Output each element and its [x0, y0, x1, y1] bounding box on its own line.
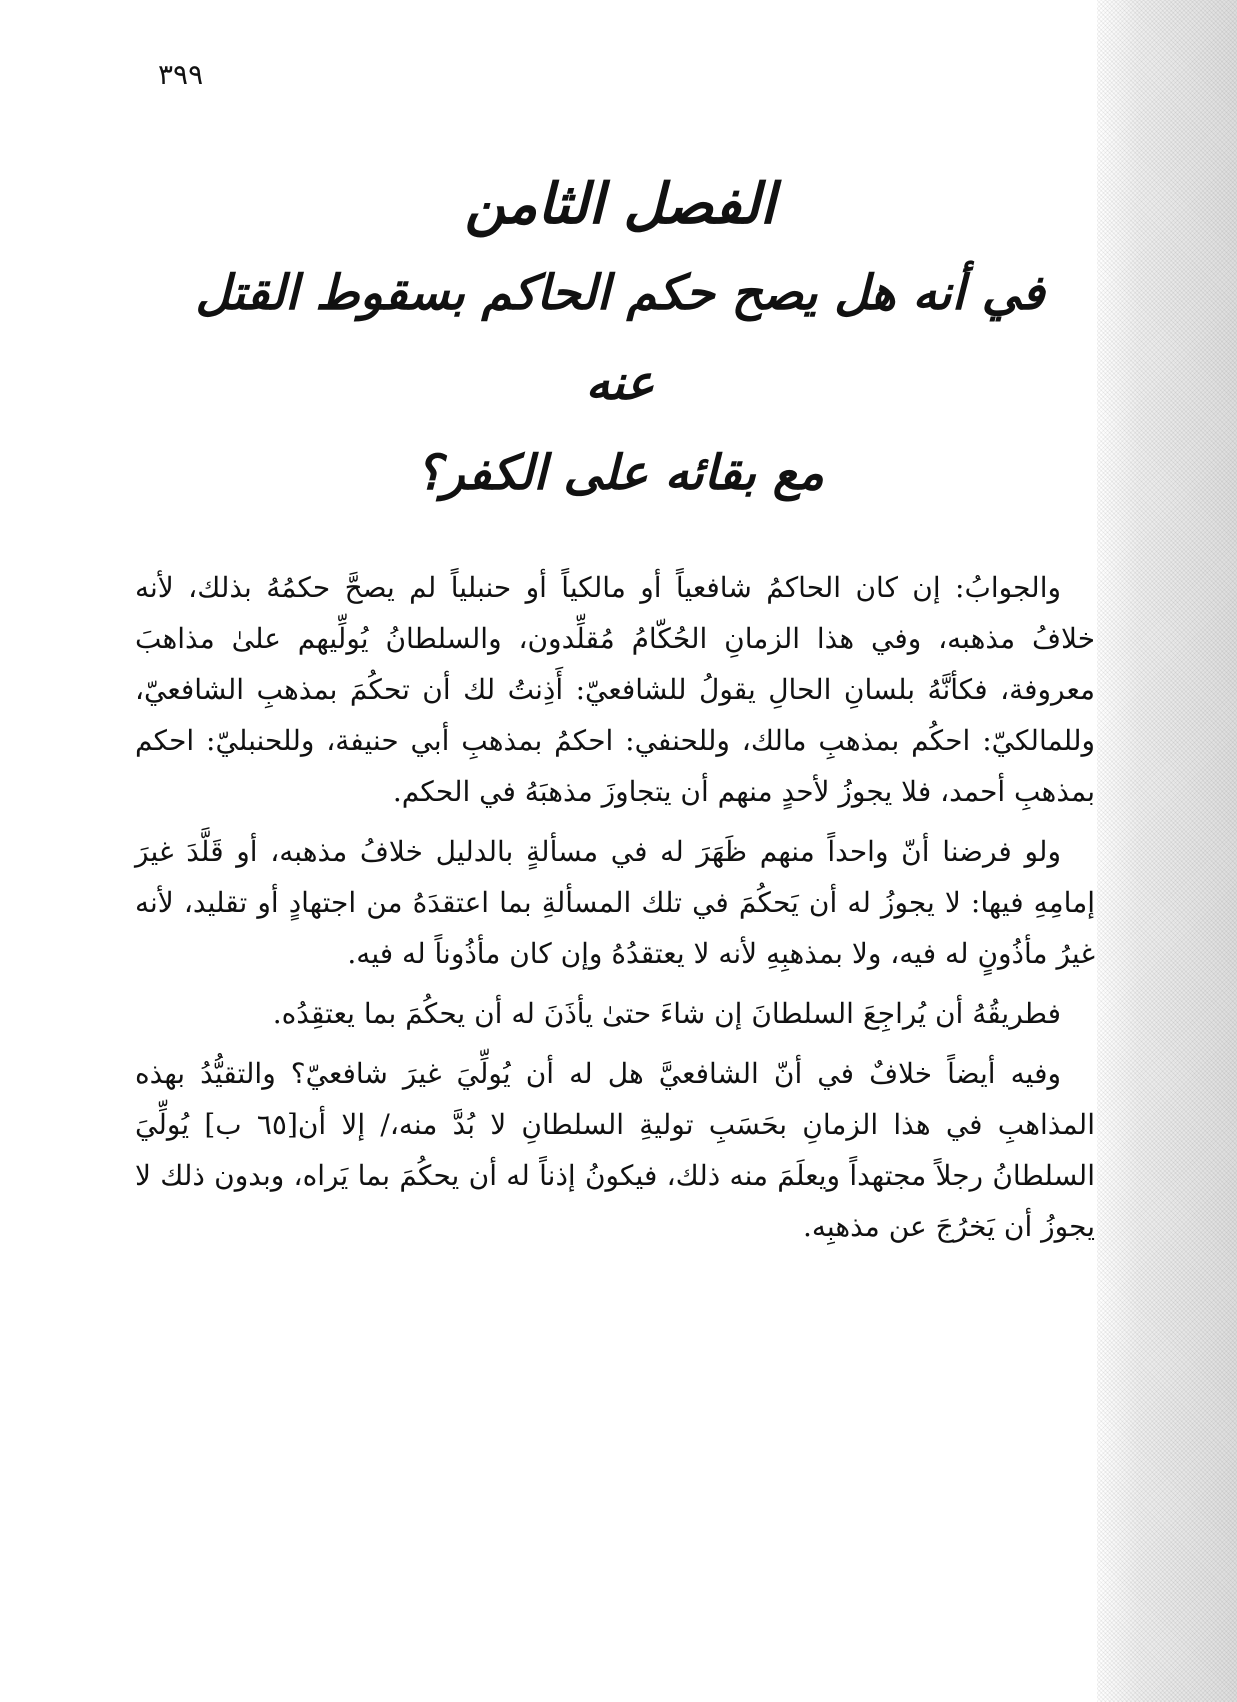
- scan-gutter-shadow: [1097, 0, 1237, 1702]
- paragraph: فطريقُهُ أن يُراجِعَ السلطانَ إن شاءَ حتىٰ يأذَنَ له أن يحكُمَ بما يعتقِدُه.: [272, 997, 1061, 1030]
- paragraph: وفيه أيضاً خلافٌ في أنّ الشافعيَّ هل له أن يُولِّيَ غيرَ شافعيّ؟ والتقيُّدُ بهذه المذاهبِ في هذا الزمانِ بحَسَبِ توليةِ السلطانِ لا بُدَّ منه،/ إلا أن[٦٥ ب] يُولِّيَ السلطانُ رجلاً مجتهداً ويعلَمَ منه ذلك، فيكونُ إذناً له أن يحكُمَ بما يَراه، وبدون ذلك لا يجوزُ أن يَخرُجَ عن مذهبِه.: [135, 1057, 1095, 1243]
- chapter-heading: [160, 160, 1080, 518]
- chapter-subtitle-line-1: في أنه هل يصح حكم الحاكم بسقوط القتل عنه: [195, 265, 1045, 411]
- paragraph: ولو فرضنا أنّ واحداً منهم ظَهَرَ له في مسألةٍ بالدليل خلافُ مذهبه، أو قَلَّدَ غيرَ إمامِهِ فيها: لا يجوزُ له أن يَحكُمَ في تلك المسألةِ بما اعتقدَهُ من اجتهادٍ أو تقليد، لأنه غيرُ مأذُونٍ له فيه، ولا بمذهبِهِ لأنه لا يعتقدُهُ وإن كان مأذُوناً له فيه.: [135, 835, 1095, 970]
- paragraph: والجوابُ: إن كان الحاكمُ شافعياً أو مالكياً أو حنبلياً لم يصحَّ حكمُهُ بذلك، لأنه خلافُ مذهبه، وفي هذا الزمانِ الحُكّامُ مُقلِّدون، والسلطانُ يُولِّيهم علىٰ مذاهبَ معروفة، فكأنَّهُ بلسانِ الحالِ يقولُ للشافعيّ: أَذِنتُ لك أن تحكُمَ بمذهبِ الشافعيّ، وللمالكيّ: احكُم بمذهبِ مالك، وللحنفي: احكمُ بمذهبِ أبي حنيفة، وللحنبليّ: احكم بمذهبِ أحمد، فلا يجوزُ لأحدٍ منهم أن يتجاوزَ مذهبَهُ في الحكم.: [135, 571, 1095, 808]
- chapter-title: الفصل الثامن: [464, 171, 776, 237]
- chapter-subtitle-line-2: مع بقائه على الكفر؟: [416, 445, 824, 501]
- body-text: [135, 562, 1095, 1261]
- page-number: ٣٩٩: [158, 58, 204, 91]
